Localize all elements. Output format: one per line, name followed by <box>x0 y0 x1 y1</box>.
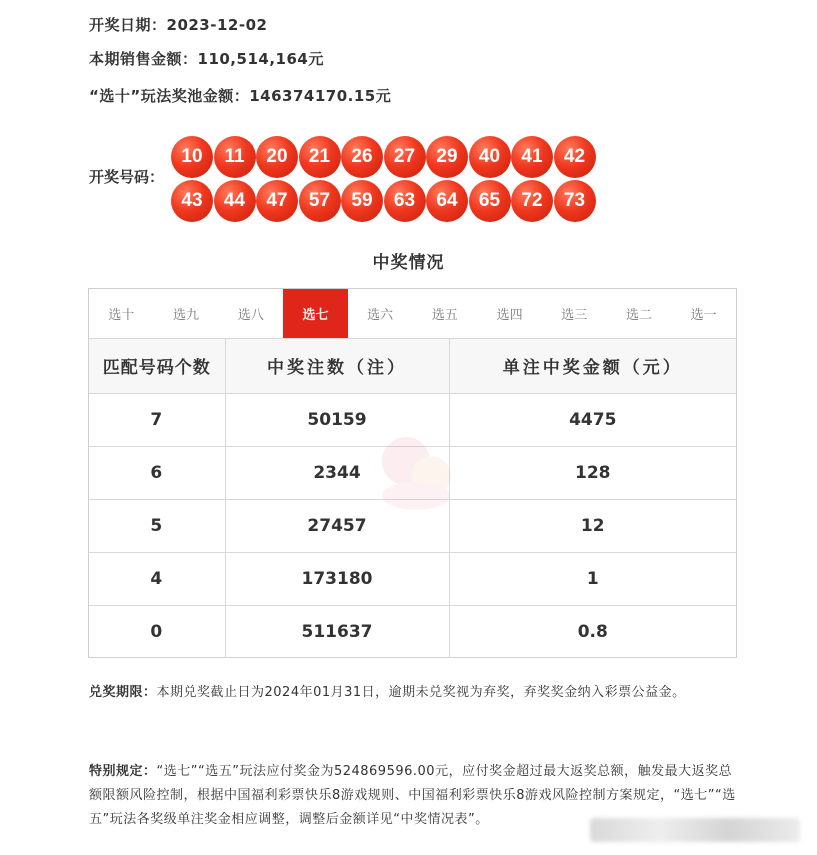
column-header-match: 匹配号码个数 <box>89 339 225 393</box>
count-cell: 27457 <box>225 499 449 552</box>
number-ball: 42 <box>554 136 596 178</box>
number-ball: 21 <box>299 136 341 178</box>
number-ball: 40 <box>469 136 511 178</box>
tab-select-4[interactable]: 选四 <box>496 308 523 323</box>
number-ball: 44 <box>214 180 256 222</box>
match-cell: 7 <box>89 393 225 446</box>
match-cell: 6 <box>89 446 225 499</box>
table-row <box>89 552 736 605</box>
prize-cell: 0.8 <box>577 621 608 642</box>
count-cell: 50159 <box>225 393 449 446</box>
tab-select-8[interactable]: 选八 <box>237 308 264 323</box>
special-label: 特别规定： <box>89 764 157 779</box>
number-ball: 72 <box>511 180 553 222</box>
number-ball: 43 <box>171 180 213 222</box>
count-cell: 173180 <box>225 552 449 605</box>
count-cell: 511637 <box>225 605 449 658</box>
number-ball: 64 <box>426 180 468 222</box>
table-header-row <box>89 339 736 393</box>
number-ball: 59 <box>341 180 383 222</box>
prize-cell: 128 <box>449 446 736 499</box>
numbers-label: 开奖号码： <box>89 168 165 186</box>
number-ball: 27 <box>384 136 426 178</box>
match-cell: 4 <box>89 552 225 605</box>
column-header-count: 中奖注数（注） <box>225 339 449 393</box>
prize-cell: 4475 <box>449 393 736 446</box>
tab-select-3[interactable]: 选三 <box>561 308 588 323</box>
number-ball: 41 <box>511 136 553 178</box>
number-row-2 <box>171 180 601 222</box>
number-ball: 29 <box>426 136 468 178</box>
prize-cell: 1 <box>449 552 736 605</box>
column-header-prize: 单注中奖金额（元） <box>449 339 736 393</box>
number-ball: 65 <box>469 180 511 222</box>
tab-select-5[interactable]: 选五 <box>431 308 458 323</box>
number-ball: 26 <box>341 136 383 178</box>
tab-select-7[interactable]: 选七 <box>283 289 348 338</box>
results-title: 中奖情况 <box>372 253 445 273</box>
play-type-tabs <box>89 289 736 339</box>
number-ball: 11 <box>214 136 256 178</box>
tab-select-10[interactable]: 选十 <box>108 308 135 323</box>
match-cell: 0 <box>89 605 225 658</box>
match-cell: 5 <box>89 499 225 552</box>
number-row-1 <box>171 136 601 178</box>
deadline-label: 兑奖期限： <box>89 685 157 700</box>
tab-select-2[interactable]: 选二 <box>625 308 652 323</box>
count-cell: 2344 <box>225 446 449 499</box>
table-row <box>89 605 736 658</box>
number-ball: 57 <box>299 180 341 222</box>
number-ball: 73 <box>554 180 596 222</box>
pool-amount: “选十”玩法奖池金额：146374170.15元 <box>89 87 392 105</box>
number-ball: 47 <box>256 180 298 222</box>
results-board <box>88 288 737 658</box>
tab-select-6[interactable]: 选六 <box>367 308 394 323</box>
tab-select-9[interactable]: 选九 <box>173 308 200 323</box>
deadline-text: 本期兑奖截止日为2024年01月31日，逾期未兑奖视为弃奖，弃奖奖金纳入彩票公益金。 <box>156 685 686 700</box>
number-ball: 10 <box>171 136 213 178</box>
number-ball: 20 <box>256 136 298 178</box>
number-ball: 63 <box>384 180 426 222</box>
tab-select-1[interactable]: 选一 <box>690 308 717 323</box>
sales-amount: 本期销售金额：110,514,164元 <box>89 50 324 68</box>
special-text: “选七”“选五”玩法应付奖金为524869596.00元，应付奖金超过最大返奖总额，触发最大返奖总额限额风险控制，根据中国福利彩票快乐8游戏规则、中国福利彩票快乐8游戏风险控制方案规定，“选七”“选五”玩法各奖级单注奖金相应调整，调整后金额详见“中奖情况表”。 <box>89 764 736 827</box>
redemption-deadline-note <box>89 681 729 705</box>
draw-date: 开奖日期：2023-12-02 <box>89 16 268 34</box>
lottery-mascot-watermark <box>361 421 471 521</box>
prize-cell: 12 <box>449 499 736 552</box>
blurred-source-tag <box>590 818 800 842</box>
